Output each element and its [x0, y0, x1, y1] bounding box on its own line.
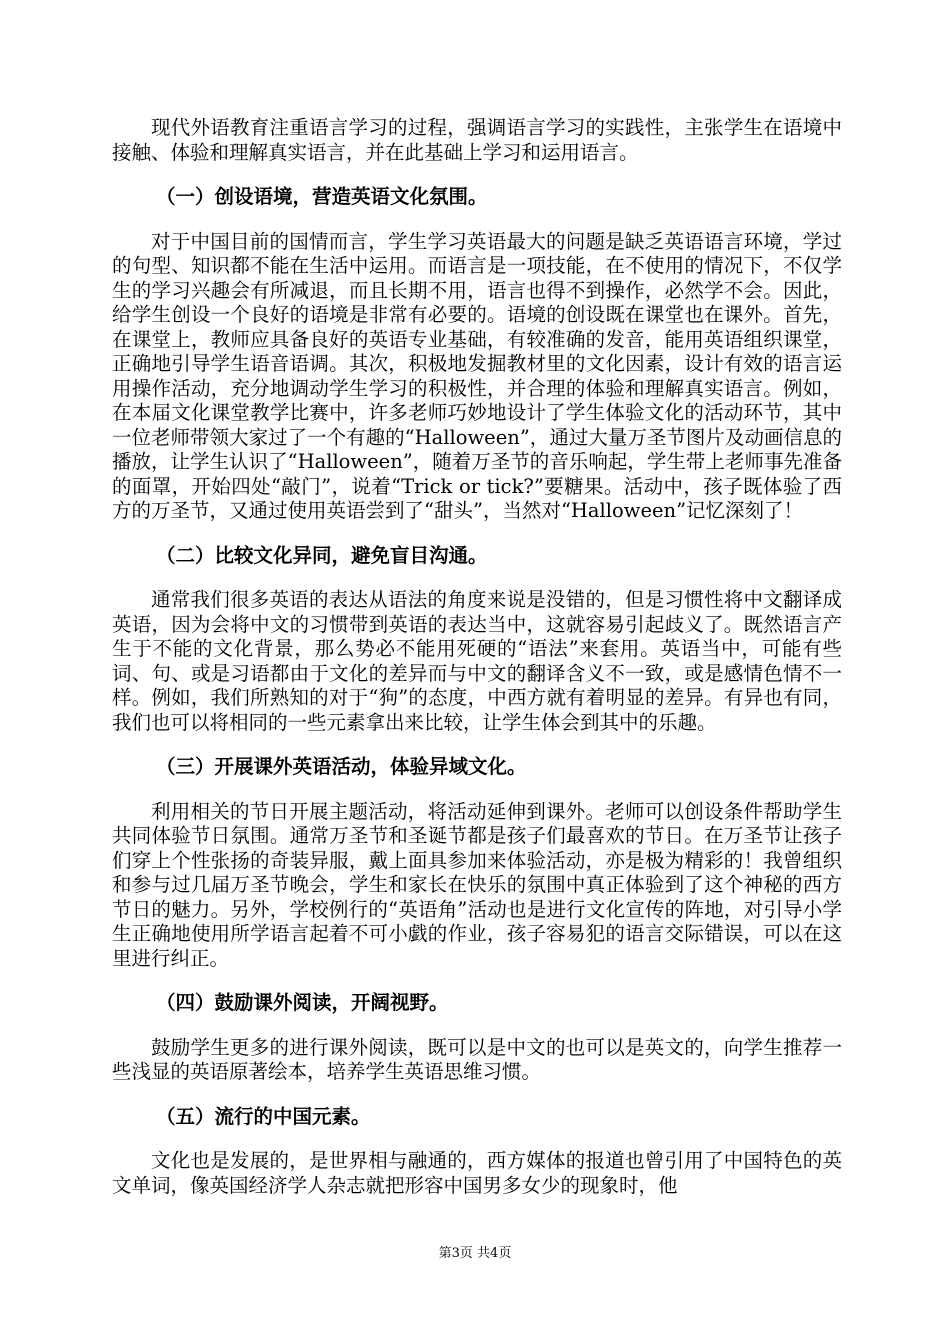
document-body — [112, 116, 842, 1198]
intro-paragraph: 现代外语教育注重语言学习的过程，强调语言学习的实践性，主张学生在语境中接触、体验和理解真实语言，并在此基础上学习和运用语言。 — [112, 116, 842, 164]
section-1-heading: （一）创设语境，营造英语文化氛围。 — [156, 185, 488, 208]
section-5-body: 文化也是发展的，是世界相与融通的，西方媒体的报道也曾引用了中国特色的英文单词，像英国经济学人杂志就把形容中国男多女少的现象时，他 — [112, 1149, 842, 1197]
page-number-footer: 第3页 共4页 — [438, 1246, 512, 1261]
section-3-heading: （三）开展课外英语活动，体验异域文化。 — [156, 755, 527, 778]
section-3-body: 利用相关的节日开展主题活动，将活动延伸到课外。老师可以创设条件帮助学生共同体验节日氛围。通常万圣节和圣诞节都是孩子们最喜欢的节日。在万圣节让孩子们穿上个性张扬的奇装异服，戴上面具参加来体验活动，亦是极为精彩的！我曾组织和参与过几届万圣节晚会，学生和家长在快乐的氛围中真正体验到了这个神秘的西方节日的魅力。另外，学校例行的“英语角”活动也是进行文化宣传的阵地，对引导小学生正确地使用所学语言起着不可小戯的作业，孩子容易犯的语言交际错误，可以在这里进行纠正。 — [112, 799, 842, 970]
section-5-heading: （五）流行的中国元素。 — [156, 1104, 371, 1128]
section-2-body: 通常我们很多英语的表达从语法的角度来说是没错的，但是习惯性将中文翻译成英语，因为会将中文的习惯带到英语的表达当中，这就容易引起歧义了。既然语言产生于不能的文化背景，那么势必不能用死硬的“语法”来套用。英语当中，可能有些词、句、或是习语都由于文化的差异而与中文的翻译含义不一致，或是感情色情不一样。例如，我们所熟知的对于“狗”的态度，中西方就有着明显的差异。有异也有同，我们也可以将相同的一些元素拿出来比较，让学生体会到其中的乐趣。 — [112, 588, 842, 734]
section-1-body: 对于中国目前的国情而言，学生学习英语最大的问题是缺乏英语语言环境，学过的句型、知识都不能在生活中运用。而语言是一项技能，在不使用的情况下，不仅学生的学习兴趣会有所减退，而且长期不用，语言也得不到操作，必然学不会。因此，给学生创设一个良好的语境是非常有必要的。语境的创设既在课堂也在课外。首先，在课堂上，教师应具备良好的英语专业基础，有较准确的发音，能用英语组织课堂，正确地引导学生语音语调。其次，积极地发掘教材里的文化因素，设计有效的语言运用操作活动，充分地调动学生学习的积极性，并合理的体验和理解真实语言。例如，在本届文化课堂教学比赛中，许多老师巧妙地设计了学生体验文化的活动环节，其中一位老师带领大家过了一个有趣的“Halloween”，通过大量万圣节图片及动画信息的播放，让学生认识了“Halloween”，随着万圣节的音乐响起，学生带上老师事先准备的面罩，开始四处“敲门”，说着“Trick or tick?”要糖果。活动中，孩子既体验了西方的万圣节，又通过使用英语尝到了“甜头”，当然对“Halloween”记忆深刻了！ — [112, 229, 842, 522]
section-4-heading: （四）鼓励课外阅读，开阔视野。 — [156, 991, 449, 1014]
section-4-body: 鼓励学生更多的进行课外阅读，既可以是中文的也可以是英文的，向学生推荐一些浅显的英语原著绘本，培养学生英语思维习惯。 — [112, 1035, 842, 1083]
section-2-heading: （二）比较文化异同，避免盲目沟通。 — [156, 543, 488, 567]
